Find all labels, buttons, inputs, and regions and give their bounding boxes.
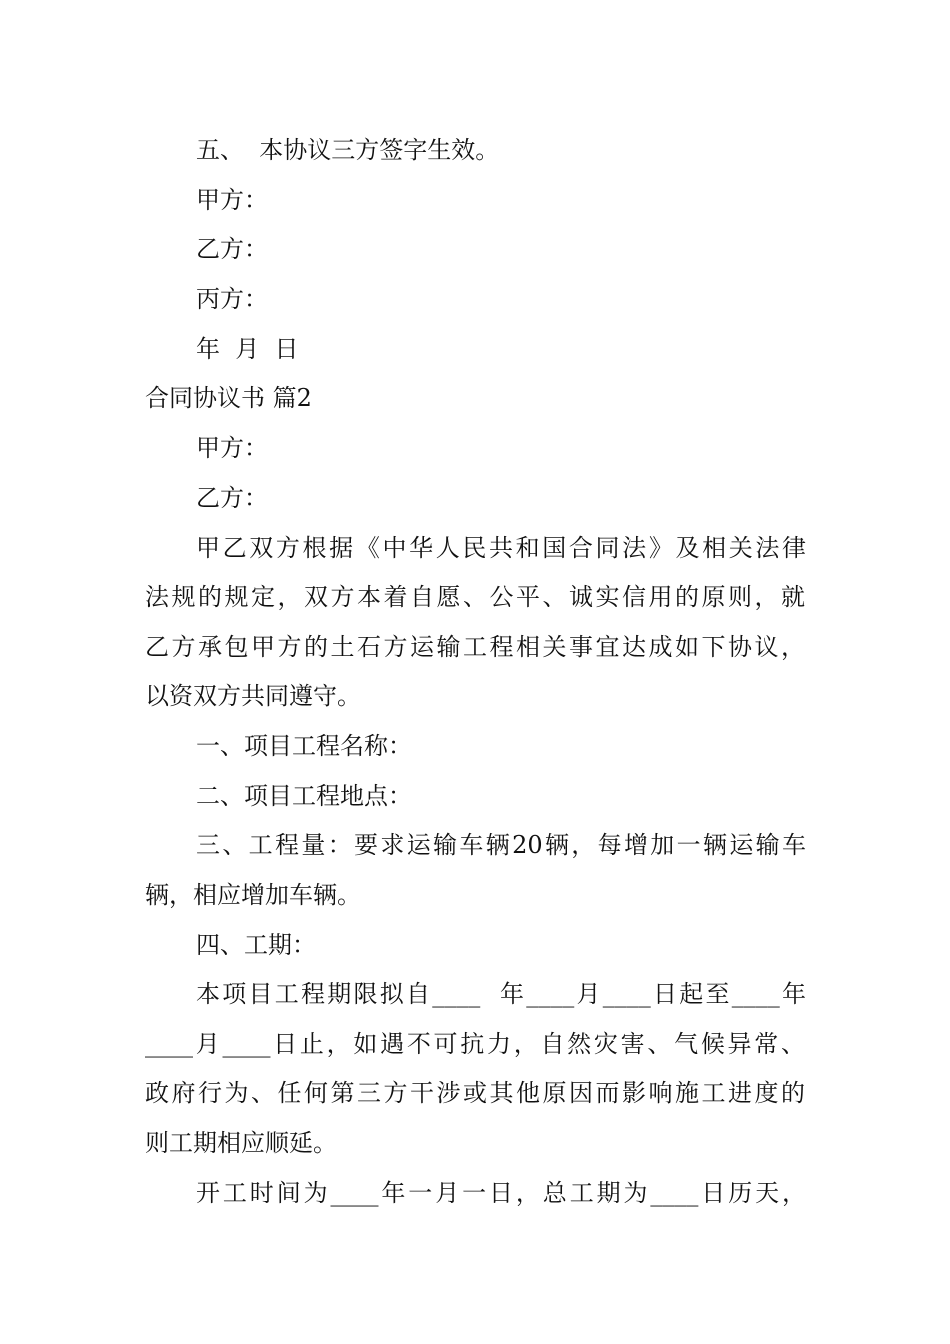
date-line: 年 月 日 — [196, 335, 299, 363]
intro-line: 以资双方共同遵守。 — [145, 682, 361, 710]
clause-five: 五、 本协议三方签字生效。 — [196, 136, 500, 164]
item-four: 四、工期： — [196, 931, 316, 959]
party-b-label: 乙方： — [196, 484, 268, 512]
period-line: 政府行为、任何第三方干涉或其他原因而影响施工进度的 — [145, 1079, 805, 1107]
party-b-label: 乙方： — [196, 235, 268, 263]
intro-line: 乙方承包甲方的土石方运输工程相关事宜达成如下协议， — [145, 633, 805, 661]
period-line: 本项目工程期限拟自____ 年____月____日起至____年 — [196, 980, 806, 1008]
party-a-label: 甲方： — [196, 434, 268, 462]
item-three-line: 辆，相应增加车辆。 — [145, 881, 361, 909]
period-line: 则工期相应顺延。 — [145, 1129, 337, 1157]
item-three-line: 三、工程量：要求运输车辆20辆，每增加一辆运输车 — [196, 831, 806, 859]
party-c-label: 丙方： — [196, 285, 268, 313]
start-time-line: 开工时间为____年一月一日，总工期为____日历天， — [196, 1179, 806, 1207]
period-line: ____月____日止，如遇不可抗力，自然灾害、气候异常、 — [145, 1030, 805, 1058]
section-title: 合同协议书 篇2 — [145, 384, 312, 412]
item-one: 一、项目工程名称： — [196, 732, 412, 760]
item-two: 二、项目工程地点： — [196, 782, 412, 810]
intro-line: 法规的规定，双方本着自愿、公平、诚实信用的原则，就 — [145, 583, 805, 611]
intro-line: 甲乙双方根据《中华人民共和国合同法》及相关法律 — [196, 534, 806, 562]
party-a-label: 甲方： — [196, 186, 268, 214]
